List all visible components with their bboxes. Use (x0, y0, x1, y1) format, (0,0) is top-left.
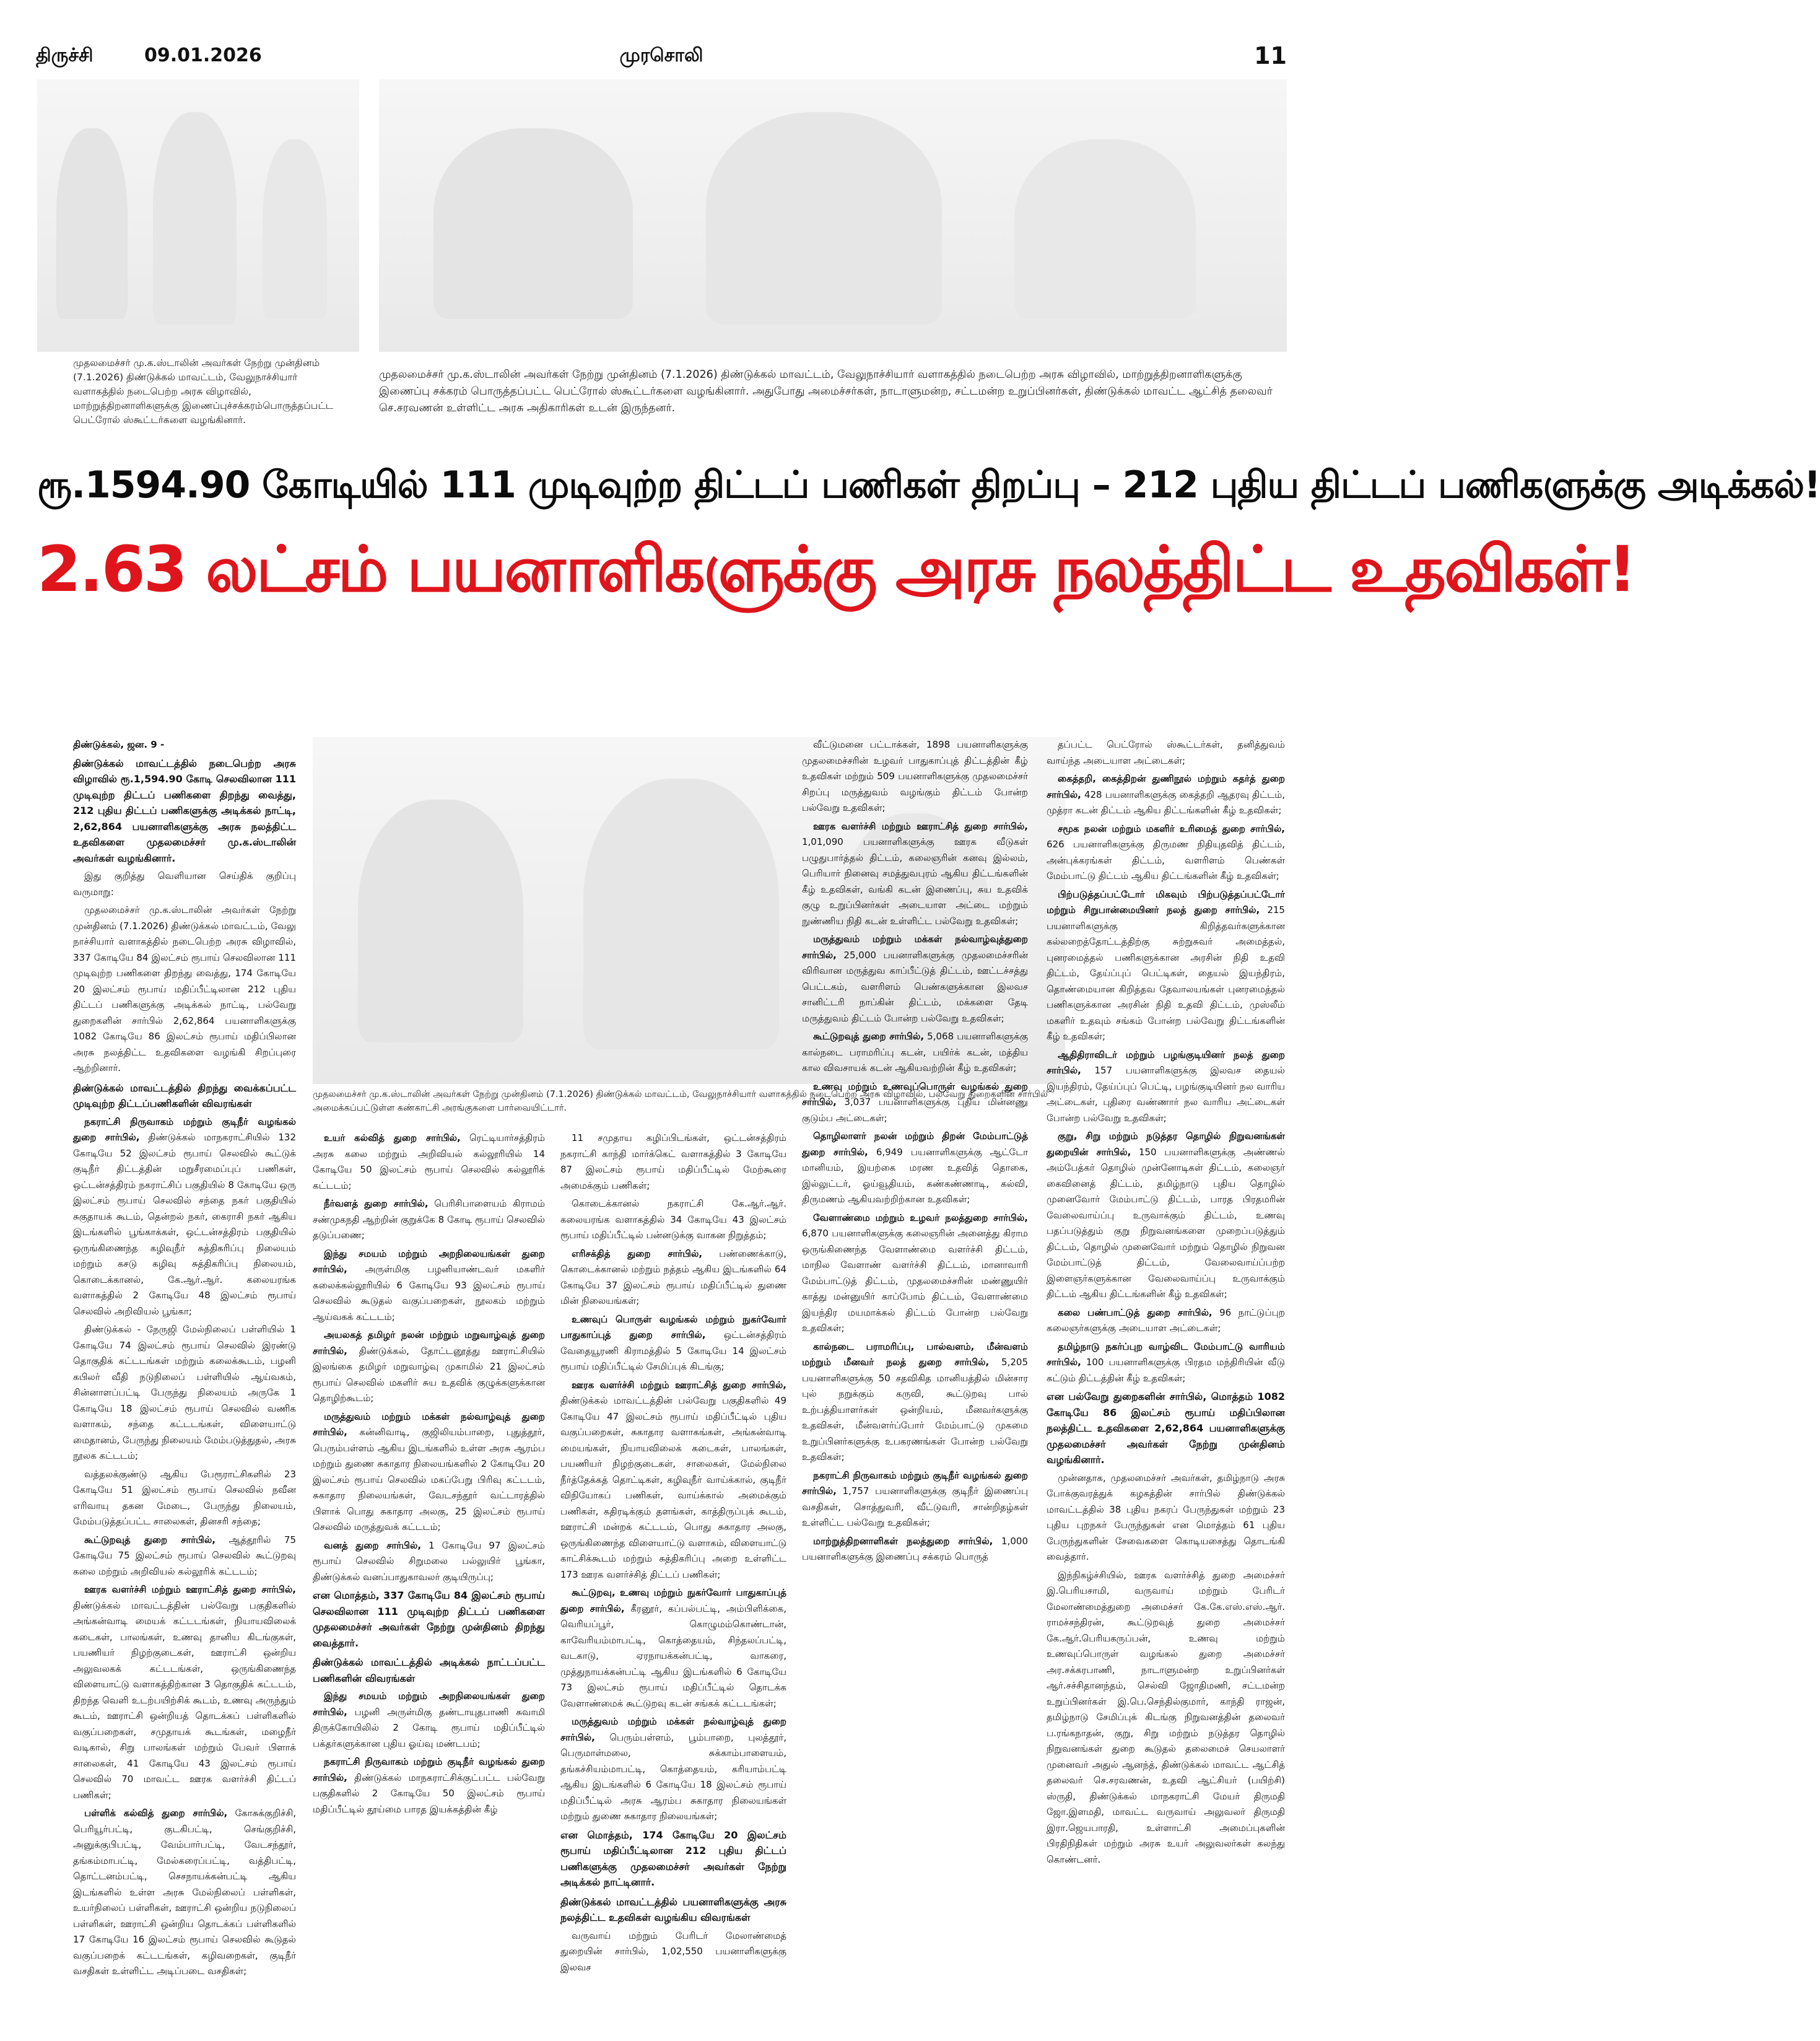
paragraph-text: ஆத்தூரில் 75 கோடியே 75 இலட்சம் ரூபாய் செலவில் கூட்டுறவு கலை மற்றும் அறிவியல் கல்லூரிக் கட்டடம்; (73, 1534, 296, 1577)
paragraph (313, 1538, 545, 1586)
paragraph-text: 428 பயனாளிகளுக்கு கைத்தறி ஆதரவு திட்டம், முத்ரா கடன் திட்டம் ஆகிய திட்டங்களின் கீழ் உதவிகள்; (1047, 789, 1285, 816)
paragraph (802, 1339, 1028, 1466)
paragraph-text: 96 நாட்டுப்புற கலைஞர்களுக்கு அடையாள அட்டைகள்; (1047, 1306, 1285, 1334)
paragraph (313, 1327, 545, 1407)
paragraph-text: 1,757 பயனாளிகளுக்கு குடிநீர் இணைப்பு வசதிகள், சொத்துவரி, வீட்டுவரி, சான்றிதழ்கள் உள்ளிட்ட பல்வேறு உதவிகள்; (802, 1485, 1028, 1528)
paragraph (560, 1312, 786, 1375)
paragraph (73, 1532, 296, 1580)
department-label: பிற்படுத்தப்பட்டோர் மிகவும் பிற்படுத்தப்பட்டோர் மற்றும் சிறுபான்மையினர் நலத் துறை சார்பில், (1047, 888, 1285, 916)
headline-secondary: ரூ.1594.90 கோடியில் 111 முடிவுற்ற திட்டப் பணிகள் திறப்பு – 212 புதிய திட்டப் பணிகளுக்கு அடிக்கல்! (37, 463, 1820, 507)
dateline: திண்டுக்கல், ஜன. 9 - (73, 739, 165, 750)
paragraph-text: 5,205 பயனாளிகளுக்கு 50 சதவிகித மானியத்தில் மின்சார புல் நறுக்கும் கருவி, கூட்டுறவு பால் உற்பத்தியாளர்கள் ஒன்றியம், மீனவர்களுக்கு உதவிகள், மீன்வளர்ப்போர் மேம்பாட்டு முகமை உறுப்பினர்களுக்கு உபகரணங்கள் போன்ற பல்வேறு உதவிகள்; (802, 1357, 1028, 1462)
paragraph (802, 1210, 1028, 1337)
department-label: வனத் துறை சார்பில், (324, 1539, 422, 1551)
article-lead: திண்டுக்கல் மாவட்டத்தில் நடைபெற்ற அரசு விழாவில் ரூ.1,594.90 கோடி செலவிலான 111 முடிவுற்ற திட்டப் பணிகளை திறந்து வைத்து, 212 புதிய திட்டப் பணிகளுக்கு அடிக்கல் நாட்டி, 2,62,864 பயனாளிகளுக்கு அரசு நலத்திட்ட உதவிகளை முதலமைச்சர் மு.க.ஸ்டாலின் அவர்கள் வழங்கினார். (73, 757, 296, 864)
paragraph (313, 1246, 545, 1326)
paragraph (802, 819, 1028, 930)
paragraph (313, 1754, 545, 1817)
department-label: நகராட்சி நிருவாகம் மற்றும் குடிநீர் வழங்கல் துறை சார்பில், (313, 1756, 545, 1783)
paragraph-text: 1,01,090 பயனாளிகளுக்கு ஊரக வீடுகள் பழுதுபார்த்தல் திட்டம், கலைஞரின் கனவு இல்லம், பெரியார் நினைவு சமத்துவபுரம் ஆகிய திட்டங்களின் கீழ் உதவிகள், வங்கி கடன் இணைப்பு, சுய உதவிக் குழு உறுப்பினர்கள் அடையாள அட்டை மற்றும் நுண்ணிய நிதி கடன் உள்ளிட்ட பல்வேறு உதவிகள்; (802, 836, 1028, 927)
paragraph-text: 5,068 பயனாளிகளுக்கு கால்நடை பராமரிப்பு கடன், பயிர்க் கடன், மத்திய கால விவசாயக் கடன் ஆகியவற்றின் கீழ் உதவிகள்; (802, 1031, 1028, 1073)
department-label: சமூக நலன் மற்றும் மகளிர் உரிமைத் துறை சார்பில், (1058, 823, 1285, 834)
department-label: இந்து சமயம் மற்றும் அறநிலையங்கள் துறை சார்பில், (313, 1248, 545, 1275)
article-column-2 (313, 1130, 545, 2029)
paragraph-text: அருள்மிகு பழனியாண்டவர் மகளிர் கலைக்கல்லூரியில் 6 கோடியே 93 இலட்சம் ரூபாய் செலவில் கூடுதல் வகுப்பறைகள், நூலகம் மற்றும் ஆய்வகக் கட்டடம்; (313, 1264, 545, 1322)
paragraph-text: ரெட்டியார்சத்திரம் அரசு கலை மற்றும் அறிவியல் கல்லூரியில் 14 கோடியே 50 இலட்சம் ரூபாய் செலவில் கல்லூரிக் கட்டடம்; (313, 1132, 545, 1191)
paragraph-text: 6,949 பயனாளிகளுக்கு ஆட்டோ மானியம், இயற்கை மரண உதவித் தொகை, இல்லுட்டர், ஓய்வூதியம், கண்கண்ணாடி, கல்வி, திருமணம் ஆகியவற்றிற்கான உதவிகள்; (802, 1146, 1028, 1205)
department-label: மருத்துவம் மற்றும் மக்கள் நல்வாழ்வுத்துறை சார்பில், (802, 933, 1028, 961)
department-label: ஊரக வளர்ச்சி மற்றும் ஊராட்சித் துறை சார்பில், (813, 820, 1028, 832)
paragraph-text: 1 கோடியே 97 இலட்சம் ரூபாய் செலவில் சிறுமலை பல்லுயிர் பூங்கா, திண்டுக்கல் வனப்பாதுகாவலர் குடியிருப்பு; (313, 1539, 545, 1583)
paragraph (1047, 1129, 1285, 1303)
department-label: நகராட்சி நிருவாகம் மற்றும் குடிநீர் வழங்கல் துறை சார்பில், (73, 1116, 296, 1143)
paragraph-text: கோசுக்குறிச்சி, பெரியூர்பட்டி, குடகிபட்டி, செங்குறிச்சி, அனுக்குபிபட்டி, வேம்பார்பட்டி, வேடசந்தூர், தங்கம்மாபட்டி, மேல்கரைப்பட்டி, வத்திபட்டி, தொட்டனம்பட்டி, செசநாயக்கன்பட்டி ஆகிய இடங்களில் உள்ள அரசு மேல்நிலைப் பள்ளிகள், உயர்நிலைப் பள்ளிகள், ஊராட்சி ஒன்றிய நடுநிலைப் பள்ளிகள், ஊராட்சி ஒன்றிய தொடக்கப் பள்ளிகளில் 17 கோடியே 16 இலட்சம் ரூபாய் செலவில் கூடுதல் வகுப்பறைக் கட்டடங்கள், கழிவறைகள், குடிநீர் வசதிகள் உள்ளிட்ட அடிப்படை வசதிகள்; (73, 1807, 296, 1977)
edition-city: திருச்சி (36, 45, 94, 66)
paragraph-text: திண்டுக்கல் மாவட்டத்தின் பல்வேறு பகுதிகளில் 49 கோடியே 47 இலட்சம் ரூபாய் மதிப்பீட்டில் புதிய வகுப்பறைகள், சுகாதார வளாகங்கள், அங்கன்வாடி மையங்கள், நியாயவிலைக் கடைகள், பாலங்கள், பயணியர் நிழற்குடைகள், சாலைகள், மேல்நிலை நீர்த்தேக்கத் தொட்டிகள், கழிவுநீர் வாய்க்கால், குடிநீர் விநியோகப் பணிகள், வாய்க்கால் அமைக்கும் பணிகள், கதிரடிக்கும் தளங்கள், காத்திருப்புக் கூடம், ஊராட்சி மன்றக் கட்டடம், பொது சுகாதார அலகு, ஒருங்கிணைந்த விளையாட்டு வளாகம், விளையாட்டு காட்சிக்கூடம் மற்றும் சுத்திகரிப்பு அறை உள்ளிட்ட 173 ஊரக வளர்ச்சித் திட்டப் பணிகள்; (560, 1395, 786, 1580)
paragraph (560, 1714, 786, 1825)
paragraph: வீட்டுமனை பட்டாக்கள், 1898 பயனாளிகளுக்கு முதலமைச்சரின் உழவர் பாதுகாப்புத் திட்டத்தின் கீழ் உதவிகள் மற்றும் 509 பயனாளிகளுக்கு முதலமைச்சர் சிறப்பு மருத்துவம் வழங்கும் திட்டம் போன்ற பல்வேறு உதவிகள்; (802, 739, 1028, 813)
paragraph (73, 1806, 296, 1980)
paragraph (1047, 771, 1285, 819)
paragraph: திண்டுக்கல் - நேருஜி மேல்நிலைப் பள்ளியில் 1 கோடியே 74 இலட்சம் ரூபாய் செலவில் இரண்டு தொகுதிக் கட்டடங்கள் மற்றும் கலைக்கூடம், பழனி கபிலர் வீதி நடுநிலைப் பள்ளியில் ஆய்வகம், சின்னாளப்பட்டி பேருந்து நிலையம் அருகே 1 கோடியே 18 இலட்சம் ரூபாய் செலவில் வணிக வளாகம், சந்தை கட்டடங்கள், விளையாட்டு மைதானம், பேருந்து நிலையம் மேம்படுத்துதல், அரசு நூலக கட்டடம்; (73, 1324, 296, 1461)
department-label: கைத்தறி, கைத்திறன் துணிநூல் மற்றும் கதர்த் துறை சார்பில், (1047, 773, 1285, 800)
paragraph: வருவாய் மற்றும் பேரிடர் மேலாண்மைத் துறையின் சார்பில், 1,02,550 பயனாளிகளுக்கு இலவச (560, 1930, 786, 1973)
department-label: அயலகத் தமிழர் நலன் மற்றும் மறுவாழ்வுத் துறை சார்பில், (313, 1329, 545, 1357)
article-column-3 (560, 1130, 786, 2029)
paragraph (313, 1130, 545, 1194)
paragraph (1047, 1305, 1285, 1337)
paragraph (1047, 1339, 1285, 1387)
newspaper-name: முரசொலி (619, 45, 703, 66)
department-label: கூட்டுறவு, உணவு மற்றும் நுகர்வோர் பாதுகாப்புத் துறை சார்பில், (560, 1587, 786, 1614)
photo-group-ceremony (379, 79, 1287, 352)
page-number: 11 (1254, 42, 1287, 69)
paragraph: முதலமைச்சர் மு.க.ஸ்டாலின் அவர்கள் நேற்று முன்தினம் (7.1.2026) திண்டுக்கல் மாவட்டம், வேலு நாச்சியார் வளாகத்தில் நடைபெற்ற அரசு விழாவில், 337 கோடியே 84 இலட்சம் ரூபாய் செலவிலான 111 முடிவுற்ற பணிகளை திறந்து வைத்து, 174 கோடியே 20 இலட்சம் ரூபாய் மதிப்பீட்டிலான 212 புதிய திட்டப் பணிகளுக்கு அடிக்கல் நாட்டி, பல்வேறு துறைகளின் சார்பில் 2,62,864 பயனாளிகளுக்கு 1082 கோடியே 86 இலட்சம் ரூபாய் மதிப்பிலான அரசு நலத்திட்ட உதவிகளை வழங்கி சிறப்புரை ஆற்றினார். (73, 904, 296, 1073)
paragraph-text: 6,870 பயனாளிகளுக்கு கலைஞரின் அனைத்து கிராம ஒருங்கிணைந்த வேளாண்மை வளர்ச்சி திட்டம், மாநில வேளாண் வளர்ச்சி திட்டம், மானாவாரி மேம்பாட்டுத் திட்டம், முதலமைச்சரின் மண்ணுயிர் காத்து மன்னுயிர் காப்போம் திட்டம், வேளாண்மை இயந்திர மயமாக்கல் திட்டம் போன்ற பல்வேறு உதவிகள்; (802, 1228, 1028, 1334)
paragraph (802, 1129, 1028, 1208)
paragraph-text: 157 பயனாளிகளுக்கு இலவச தையல் இயந்திரம், தேய்ப்புப் பெட்டி, பழங்குடியினர் நல வாரிய அட்டைகள், புதிரை வண்ணார் நல வாரிய அட்டைகள் போன்ற பல்வேறு உதவிகள்; (1047, 1065, 1285, 1124)
department-label: உயர் கல்வித் துறை சார்பில், (324, 1132, 461, 1143)
paragraph (73, 1114, 296, 1320)
page-header (36, 42, 1287, 69)
paragraph (1047, 1047, 1285, 1127)
paragraph-text: பெரிசிபாளையம் கிராமம் சண்முகநதி ஆற்றின் குறுக்கே 8 கோடி ரூபாய் செலவில் தடுப்பணை; (313, 1198, 545, 1241)
paragraph-text: 100 பயனாளிகளுக்கு பிரதம மந்திரியின் வீடு கட்டும் திட்டத்தின் கீழ் உதவிகள்; (1047, 1357, 1285, 1384)
paragraph: இந்நிகழ்ச்சியில், ஊரக வளர்ச்சித் துறை அமைச்சர் இ.பெரியசாமி, வருவாய் மற்றும் பேரிடர் மேலாண்மைத்துறை அமைச்சர் கே.கே.எஸ்.எஸ்.ஆர். ராமச்சந்திரன், கூட்டுறவுத் துறை அமைச்சர் கே.ஆர்.பெரியகருப்பன், உணவு மற்றும் உணவுப்பொருள் வழங்கல் துறை அமைச்சர் அர.சக்கரபாணி, நாடாளுமன்ற உறுப்பினர்கள் ஆர்.சச்சிதானந்தம், செல்வி ஜோதிமணி, சட்டமன்ற உறுப்பினர்கள் இ.பெ.செந்தில்குமார், காந்தி ராஜன், தமிழ்நாடு சேமிப்புக் கிடங்கு நிறுவனத்தின் தலைவர் ப.ரங்கநாதன், குறு, சிறு மற்றும் நடுத்தர தொழில் நிறுவனங்கள் துறை கூடுதல் தலைமைச் செயலாளர் முனைவர் அதுல் ஆனந்த், திண்டுக்கல் மாவட்ட ஆட்சித் தலைவர் செ.சரவணன், உதவி ஆட்சியர் (பயிற்சி) ஸ்ருதி, திண்டுக்கல் மாநகராட்சி மேயர் திருமதி ஜோ.இளமதி, மாவட்ட வருவாய் அலுவலர் திருமதி இரா.ஜெயபாரதி, உள்ளாட்சி அமைப்புகளின் பிரதிநிதிகள் மற்றும் அரசு உயர் அலுவலர்கள் கலந்து கொண்டனர். (1047, 1569, 1285, 1865)
department-label: கூட்டுறவுத் துறை சார்பில், (813, 1031, 925, 1042)
paragraph (802, 1029, 1028, 1077)
paragraph-text: திண்டுக்கல் மாவட்டத்தின் பல்வேறு பகுதிகளில் அங்கன்வாடி மையக் கட்டடங்கள், நியாயவிலைக் கடைகள், பாலங்கள், உணவு தானிய கிடங்குகள், பயணியர் நிழற்குடைகள், ஊராட்சி ஒன்றிய அலுவலகக் கட்டடங்கள், ஒருங்கிணைந்த விளையாட்டு வளாகத்திற்கான 3 தொகுதிக் கட்டடம், திறந்த வெளி உடற்பயிற்சிக் கூடம், உணவு அருந்தும் கூடம், ஊராட்சி ஒன்றியத் தொடக்கப் பள்ளிகளில் வகுப்பறைகள், சமுதாயக் கூடங்கள், மழைநீர் வடிகால், சிறு பாலங்கள் மற்றும் பேவர் பிளாக் சாலைகள், 41 கோடியே 43 இலட்சம் ரூபாய் செலவில் 70 மாவட்ட ஊரக வளர்ச்சி திட்டப் பணிகள்; (73, 1599, 296, 1801)
paragraph (560, 1585, 786, 1711)
headline-main: 2.63 லட்சம் பயனாளிகளுக்கு அரசு நலத்திட்ட உதவிகள்! (37, 533, 1635, 606)
paragraph-text: கன்னிவாடி, குஜிலியம்பாறை, புதுத்தூர், பெரும்பள்ளம் ஆகிய இடங்களில் உள்ள அரசு ஆரம்ப மற்றும் துணை சுகாதார நிலையங்களில் 2 கோடியே 20 இலட்சம் ரூபாய் செலவில் மகப்பேறு பிரிவு கட்டடம், சுகாதார நிலையங்கள், வேடசந்தூர் வட்டாரத்தில் பிளாக் பொது சுகாதார அலகு, 25 இலட்சம் ரூபாய் செலவில் மருத்துவக் கட்டடம்; (313, 1427, 545, 1532)
department-label: வேளாண்மை மற்றும் உழவர் நலத்துறை சார்பில், (813, 1212, 1028, 1223)
summary-paragraph: என மொத்தம், 337 கோடியே 84 இலட்சம் ரூபாய் செலவிலான 111 முடிவுற்ற திட்டப் பணிகளை முதலமைச்சர் அவர்கள் நேற்று முன்தினம் திறந்து வைத்தார். (313, 1589, 545, 1649)
department-label: ஊரக வளர்ச்சி மற்றும் ஊராட்சித் துறை சார்பில், (572, 1379, 786, 1391)
paragraph (313, 1689, 545, 1752)
department-label: மருத்துவம் மற்றும் மக்கள் நல்வாழ்வுத் துறை சார்பில், (313, 1410, 545, 1438)
paragraph (802, 1468, 1028, 1531)
paragraph-text: திண்டுக்கல், தோட்டனூத்து ஊராட்சியில் இலங்கை தமிழர் மறுவாழ்வு முகாமில் 21 இலட்சம் ரூபாய் செலவில் மகளிர் சுய உதவிக் குழுக்களுக்கான தொழிற்கூடம்; (313, 1345, 545, 1404)
paragraph: இது குறித்து வெளியான செய்திக் குறிப்பு வருமாறு: (73, 870, 296, 898)
paragraph: வத்தலக்குண்டு ஆகிய பேரூராட்சிகளில் 23 கோடியே 51 இலட்சம் ரூபாய் செலவில் நவீன எரிவாயு தகன மேடை, பேருந்து நிலையம், மேம்படுத்தப்பட்ட சாலைகள், தினசரி சந்தை; (73, 1468, 296, 1527)
paragraph-text: ஒட்டன்சத்திரம் வேதையூரணி கிராமத்தில் 5 கோடியே 14 இலட்சம் ரூபாய் மதிப்பீட்டில் சேமிப்புக் கிடங்கு; (560, 1329, 786, 1372)
paragraph: 11 சமுதாய கழிப்பிடங்கள், ஒட்டன்சத்திரம் நகராட்சி காந்தி மார்க்கெட் வளாகத்தில் 3 கோடியே 87 இலட்சம் ரூபாய் மதிப்பீட்டில் மேற்கூரை அமைக்கும் பணிகள்; (560, 1132, 786, 1191)
department-label: பள்ளிக் கல்வித் துறை சார்பில், (84, 1807, 228, 1819)
paragraph-text: 25,000 பயனாளிகளுக்கு முதலமைச்சரின் விரிவான மருத்துவ காப்பீட்டுத் திட்டம், ஊட்டச்சத்து பெட்டகம், வளரிளம் பெண்களுக்கான இலவச சானிட்டரி நாப்கின் திட்டம், மக்களை தேடி மருத்துவம் திட்டம் போன்ற பல்வேறு உதவிகள்; (802, 949, 1028, 1024)
department-label: மாற்றுத்திறனாளிகள் நலத்துறை சார்பில், (813, 1535, 993, 1547)
department-label: எரிசக்தித் துறை சார்பில், (572, 1248, 703, 1259)
paragraph (560, 1378, 786, 1583)
department-label: தொழிலாளர் நலன் மற்றும் திறன் மேம்பாட்டுத் துறை சார்பில், (802, 1130, 1028, 1158)
department-label: தமிழ்நாடு நகர்ப்புற வாழ்விட மேம்பாட்டு வாரியம் சார்பில், (1047, 1340, 1285, 1368)
paragraph: முன்னதாக, முதலமைச்சர் அவர்கள், தமிழ்நாடு அரசு போக்குவரத்துக் கழகத்தின் சார்பில் திண்டுக்கல் மாவட்டத்தில் 38 புதிய நகரப் பேருந்துகள் மற்றும் 23 புதிய புறநகர் பேருந்துகள் என மொத்தம் 61 புதிய பேருந்துகளின் சேவைகளை கொடியசைத்து தொடங்கி வைத்தார். (1047, 1472, 1285, 1562)
paragraph: தப்பட்ட பெட்ரோல் ஸ்கூட்டர்கள், தனித்துவம் வாய்ந்த அடையாள அட்டைகள்; (1047, 739, 1285, 766)
department-label: கூட்டுறவுத் துறை சார்பில், (84, 1534, 216, 1545)
section-subhead: திண்டுக்கல் மாவட்டத்தில் திறந்து வைக்கப்பட்ட முடிவுற்ற திட்டப்பணிகளின் விவரங்கள் (73, 1082, 296, 1109)
paragraph-text: கீரனூர், கப்பல்பட்டி, அம்பிளிக்கை, வெரியப்பூர், கொழுமம்கொண்டான், காவேரியம்மாபட்டி, கொத்தையம், சிந்தலப்பட்டி, வடகாடு, ஏரநாயக்கன்பட்டி, வாகரை, முத்துநாயக்கன்பட்டி ஆகிய இடங்களில் 6 கோடியே 73 இலட்சம் ரூபாய் மதிப்பீட்டில் தொடக்க வேளாண்மைக் கூட்டுறவு கடன் சங்கக் கட்டடங்கள்; (560, 1602, 786, 1709)
department-label: நகராட்சி நிருவாகம் மற்றும் குடிநீர் வழங்கல் துறை சார்பில், (802, 1469, 1028, 1497)
paragraph (802, 1079, 1028, 1127)
department-label: இந்து சமயம் மற்றும் அறநிலையங்கள் துறை சார்பில், (313, 1690, 545, 1718)
paragraph-text: 215 பயனாளிகளுக்கு கிறித்தவர்களுக்கான கல்லறைத்தோட்டத்திற்கு சுற்றுசுவர் அமைத்தல், புனரமைத்தல் பணிகளுக்கான அரசின் நிதி உதவி திட்டம், தேய்ப்புப் பெட்டிகள், தையல் இயந்திரம், தொண்மையான கிறித்தவ தேவாலயங்கள் புனரமைத்தல் பணிகளுக்கான அரசின் நிதி உதவி திட்டம், முஸ்லீம் மகளிர் உதவும் சங்கம் போன்ற பல்வேறு திட்டங்களின் கீழ் உதவிகள்; (1047, 904, 1285, 1042)
department-label: குறு, சிறு மற்றும் நடுத்தர தொழில் நிறுவனங்கள் துறையின் சார்பில், (1047, 1130, 1285, 1158)
paragraph-text: பெரும்பள்ளம், பூம்பாறை, புலத்தூர், பெருமாள்மலை, சுக்காம்பாளையம், தங்கச்சியம்மாபட்டி, கொத்தையம், கரியாம்பட்டி ஆகிய இடங்களில் 6 கோடியே 18 இலட்சம் ரூபாய் மதிப்பீட்டில் அரசு ஆரம்ப சுகாதார நிலையங்கள் மற்றும் துணை சுகாதார நிலையங்கள்; (560, 1731, 786, 1822)
article-column-4 (802, 737, 1028, 2026)
department-label: கால்நடை பராமரிப்பு, பால்வளம், மீன்வளம் மற்றும் மீனவர் நலத் துறை சார்பில், (802, 1340, 1028, 1368)
paragraph-text: 626 பயனாளிகளுக்கு திருமண நிதியுதவித் திட்டம், அன்புக்கரங்கள் திட்டம், வளரிளம் பெண்கள் மேம்பாட்டு திட்டம் ஆகிய திட்டங்களின் கீழ் உதவிகள்; (1047, 839, 1285, 881)
paragraph-text: திண்டுக்கல் மாநகராட்சியில் 132 கோடியே 52 இலட்சம் ரூபாய் செலவில் கூட்டுக் குடிநீர் திட்டத்தின் மறுசீரமைப்புப் பணிகள், ஒட்டன்சத்திரம் நகராட்சிப் பகுதியில் 8 கோடியே ஒரு இலட்சம் ரூபாய் செலவில் சந்தை நகர் பகுதியில் சுகுதாயக் கூடம், தென்றல் நகர், கைராசி நகர் ஆகிய இடங்களில் பூங்காக்கள், ஒட்டன்சத்திரம் பகுதியில் ஒருங்கிணைந்த கழிவுநீர் சுத்திகரிப்பு நிலையம் மற்றும் கசடு கழிவு சுத்திகரிப்பு நிலையம், கொடைக்கானல், கே.ஆர்.ஆர். கலையரங்க வளாகத்தில் 2 கோடியே 48 இலட்சம் ரூபாய் செலவில் அறிவியல் பூங்கா; (73, 1132, 296, 1317)
article-column-1 (73, 737, 296, 2026)
department-label: கலை பண்பாட்டுத் துறை சார்பில், (1058, 1306, 1213, 1318)
department-label: உணவுப் பொருள் வழங்கல் மற்றும் நுகர்வோர் பாதுகாப்புத் துறை சார்பில், (560, 1313, 786, 1340)
left-photo-caption: முதலமைச்சர் மு.க.ஸ்டாலின் அவர்கள் நேற்று முன்தினம் (7.1.2026) திண்டுக்கல் மாவட்டம், வேலுநாச்சியார் வளாகத்தில் நடைபெற்ற அரசு விழாவில், மாற்றுத்திறனாளிகளுக்கு இணைப்புச்சக்கரம்பொருத்தப்பட்ட பெட்ரோல் ஸ்கூட்டர்களை வழங்கினார். (73, 357, 334, 426)
middle-photo-caption: முதலமைச்சர் மு.க.ஸ்டாலின் அவர்கள் நேற்று முன்தினம் (7.1.2026) திண்டுக்கல் மாவட்டம், வேலுநாச்சியார் வளாகத்தில் நடைபெற்ற அரசு விழாவில், பல்வேறு துறைகளின் சார்பில் அமைக்கப்பட்டுள்ள கண்காட்சி அரங்குகளை பார்வையிட்டார். (313, 1090, 1048, 1113)
department-label: உணவு மற்றும் உணவுப்பொருள் வழங்கல் துறை சார்பில், (802, 1080, 1028, 1108)
paragraph (560, 1246, 786, 1309)
department-label: ஆதிதிராவிடர் மற்றும் பழங்குடியினர் நலத் துறை சார்பில், (1047, 1049, 1285, 1076)
paragraph (1047, 887, 1285, 1045)
section-subhead: திண்டுக்கல் மாவட்டத்தில் பயனாளிகளுக்கு அரசு நலத்திட்ட உதவிகள் வழங்கிய விவரங்கள் (560, 1895, 786, 1923)
paragraph (802, 932, 1028, 1026)
paragraph-text: திண்டுக்கல் மாநகராட்சிக்குட்பட்ட பல்வேறு பகுதிகளில் 2 கோடியே 50 இலட்சம் ரூபாய் மதிப்பீட்டில் தூய்மை பாரத இயக்கத்தின் கீழ் (313, 1772, 545, 1815)
edition-date: 09.01.2026 (144, 45, 262, 66)
paragraph (313, 1409, 545, 1536)
section-subhead: திண்டுக்கல் மாவட்டத்தில் அடிக்கல் நாட்டப்பட்ட பணிகளின் விவரங்கள் (313, 1656, 545, 1684)
paragraph-text: பண்ணைக்காடு, கொடைக்கானல் மற்றும் நத்தம் ஆகிய இடங்களில் 64 கோடியே 37 இலட்சம் ரூபாய் மதிப்பீட்டில் துணை மின் நிலையங்கள்; (560, 1248, 786, 1306)
paragraph (73, 1582, 296, 1803)
paragraph (1047, 821, 1285, 885)
summary-paragraph: என பல்வேறு துறைகளின் சார்பில், மொத்தம் 1082 கோடியே 86 இலட்சம் ரூபாய் மதிப்பிலான நலத்திட்ட உதவிகளை 2,62,864 பயனாளிகளுக்கு முதலமைச்சர் அவர்கள் நேற்று முன்தினம் வழங்கினார். (1047, 1391, 1285, 1466)
photo-scooter-distribution (37, 79, 359, 352)
paragraph: கொடைக்கானல் நகராட்சி கே.ஆர்.ஆர். கலையரங்க வளாகத்தில் 34 கோடியே 43 இலட்சம் ரூபாய் மதிப்பீட்டில் பன்னடுக்கு வாகன நிறுத்தம்; (560, 1198, 786, 1241)
paragraph-text: 1,000 பயனாளிகளுக்கு இணைப்பு சக்கரம் பொருத் (802, 1535, 1028, 1562)
department-label: நீர்வளத் துறை சார்பில், (324, 1198, 429, 1209)
department-label: ஊரக வளர்ச்சி மற்றும் ஊராட்சித் துறை சார்பில், (84, 1584, 296, 1595)
paragraph (313, 1196, 545, 1244)
article-column-5 (1047, 737, 1285, 2026)
paragraph (802, 1534, 1028, 1565)
paragraph-text: 3,037 பயனாளிகளுக்கு புதிய மின்னணு குடும்ப அட்டைகள்; (802, 1096, 1028, 1124)
summary-paragraph: என மொத்தம், 174 கோடியே 20 இலட்சம் ரூபாய் மதிப்பீட்டிலான 212 புதிய திட்டப் பணிகளுக்கு முதலமைச்சர் அவர்கள் நேற்று அடிக்கல் நாட்டினார். (560, 1829, 786, 1888)
paragraph-text: 150 பயனாளிகளுக்கு அண்ணல் அம்பேத்கர் தொழில் முன்னோடிகள் திட்டம், கலைஞர் கைவினைத் திட்டம், தமிழ்நாடு புதிய தொழில் முனைவோர் மேம்பாட்டு திட்டம், பாரத பிரதமரின் வேலைவாய்ப்பு உருவாக்கும் திட்டம், உணவு பதப்படுத்தும் குறு நிறுவனங்களை முறைப்படுத்தும் திட்டம், தொழில் முனைவோர் மற்றும் தொழில் நிறுவன மேம்பாட்டுத் திட்டம், வேலைவாய்ப்பற்ற இளைஞர்களுக்கான வேலைவாய்ப்பு உருவாக்கும் திட்டம் ஆகிய திட்டங்களின் கீழ் உதவிகள்; (1047, 1146, 1285, 1300)
right-photo-caption: முதலமைச்சர் மு.க.ஸ்டாலின் அவர்கள் நேற்று முன்தினம் (7.1.2026) திண்டுக்கல் மாவட்டம், வேலுநாச்சியார் வளாகத்தில் நடைபெற்ற அரசு விழாவில், மாற்றுத்திறனாளிகளுக்கு இணைப்பு சக்கரம் பொருத்தப்பட்ட பெட்ரோல் ஸ்கூட்டர்களை வழங்கினார். அதுபோது அமைச்சர்கள், நாடாளுமன்ற, சட்டமன்ற உறுப்பினர்கள், திண்டுக்கல் மாவட்ட ஆட்சித் தலைவர் செ.சரவணன் உள்ளிட்ட அரசு அதிகாரிகள் உடன் இருந்தனர். (379, 369, 1273, 414)
paragraph-text: பழனி அருள்மிகு தண்டாயுதபாணி சுவாமி திருக்கோயிலில் 2 கோடி ரூபாய் மதிப்பீட்டில் பக்தர்களுக்கான புதிய ஓய்வு மண்டபம்; (313, 1706, 545, 1749)
department-label: மருத்துவம் மற்றும் மக்கள் நல்வாழ்வுத் துறை சார்பில், (560, 1716, 786, 1743)
